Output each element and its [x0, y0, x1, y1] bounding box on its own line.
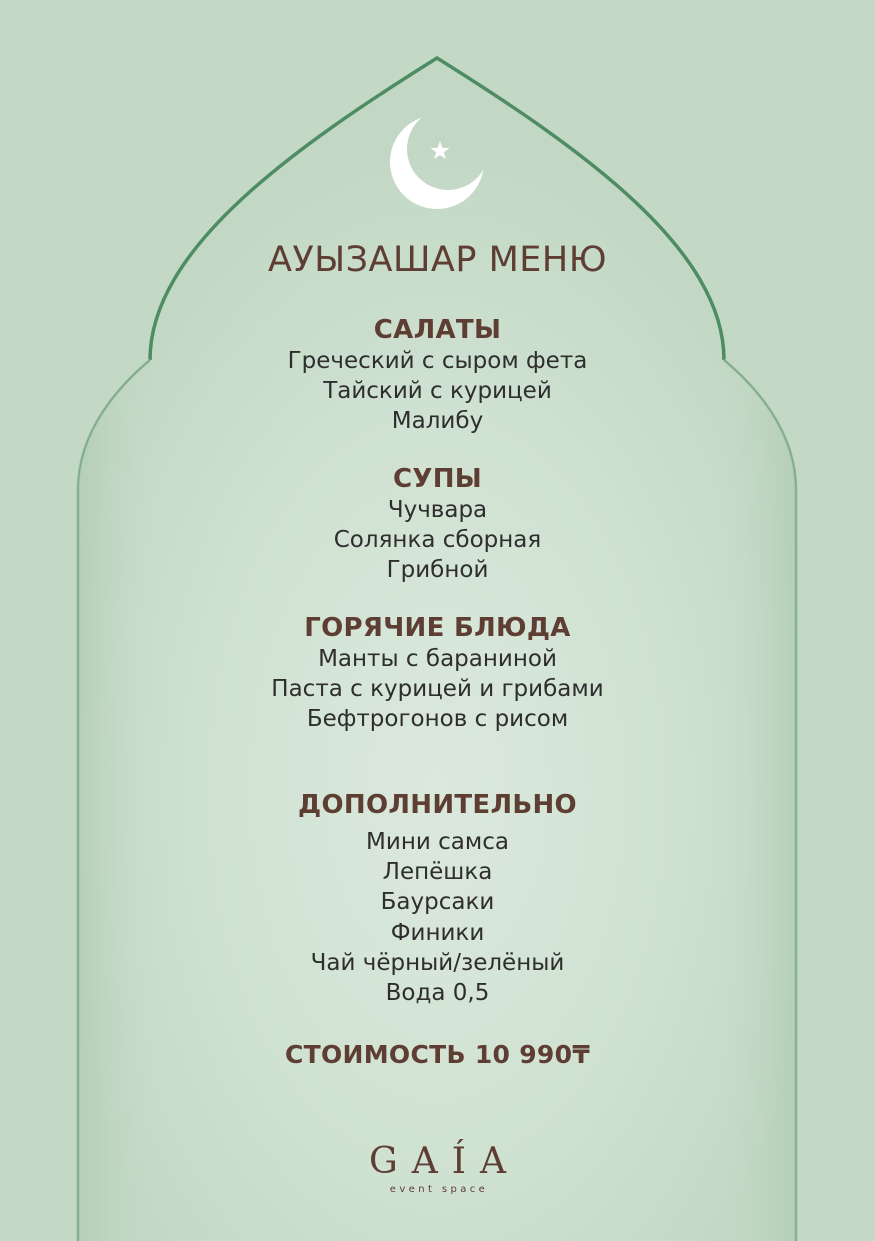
crescent-star-icon	[385, 110, 495, 215]
logo-name: GAÍA	[369, 1141, 520, 1182]
gaia-logo	[0, 1140, 875, 1196]
menu-item: Вода 0,5	[385, 980, 490, 1007]
section-salads	[0, 314, 875, 437]
menu-item: Паста с курицей и грибами	[271, 676, 604, 703]
section-heading: ДОПОЛНИТЕЛЬНО	[298, 790, 577, 820]
menu-item: Тайский с курицей	[323, 378, 552, 405]
menu-item: Бефтрогонов с рисом	[306, 706, 569, 733]
menu-item: Греческий с сыром фета	[287, 348, 588, 374]
menu-item: Финики	[390, 919, 485, 946]
menu-item: Малибу	[391, 408, 484, 435]
section-hot-dishes	[0, 612, 875, 735]
section-heading: САЛАТЫ	[373, 315, 502, 345]
menu-item: Грибной	[386, 557, 489, 584]
menu-item: Чучвара	[387, 497, 488, 523]
menu-item: Баурсаки	[380, 889, 495, 916]
price-label: СТОИМОСТЬ 10 990₸	[284, 1040, 591, 1069]
menu-item: Манты с бараниной	[318, 646, 557, 672]
menu-item: Лепёшка	[382, 859, 493, 886]
logo-subtitle: event space	[389, 1184, 489, 1195]
menu-item: Мини самса	[366, 829, 509, 855]
menu-title: АУЫЗАШАР МЕНЮ	[267, 240, 608, 280]
menu-item: Чай чёрный/зелёный	[310, 949, 565, 976]
section-extras	[0, 789, 875, 1008]
menu-item: Солянка сборная	[333, 527, 542, 554]
section-soups	[0, 463, 875, 586]
section-heading: СУПЫ	[392, 464, 483, 494]
section-heading: ГОРЯЧИЕ БЛЮДА	[304, 613, 571, 643]
